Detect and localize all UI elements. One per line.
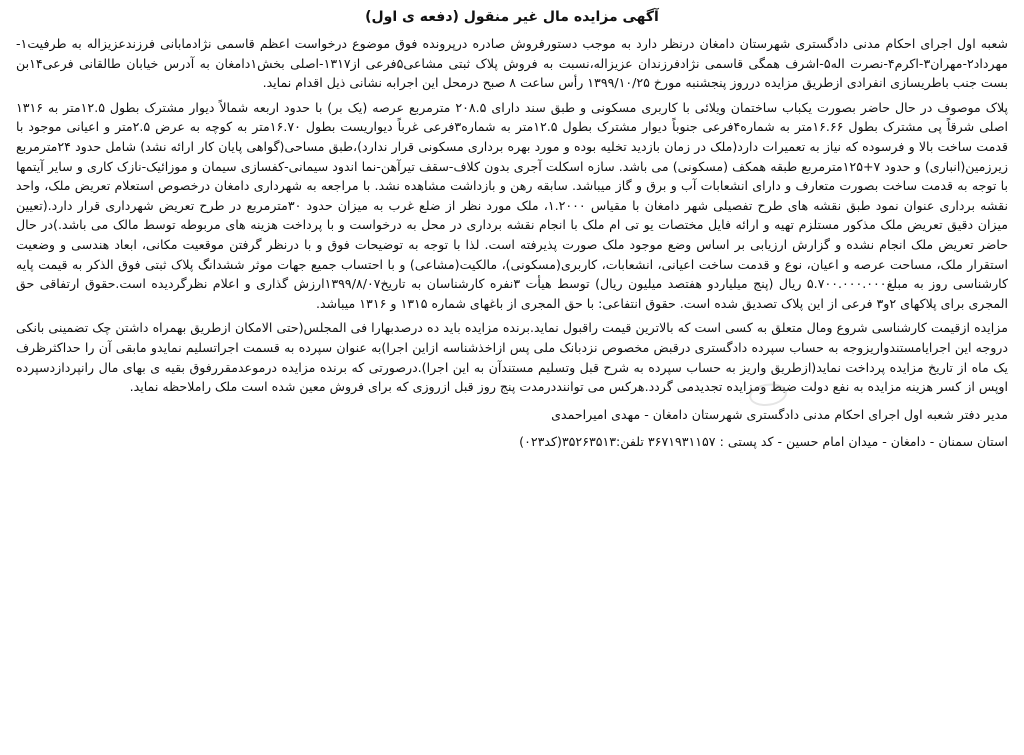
notice-paragraph-3: مزایده ازقیمت کارشناسی شروع ومال متعلق به کسی است که بالاترین قیمت راقبول نماید.برنده مزایده باید ده درصدبهارا فی المجلس(حتی الامکان ازطریق بهمراه داشتن چک تضمینی بانکی دروجه این اجرایامستندواریزوجه به حساب سپرده دادگستری درقبض مخصوص نزدبانک ملی پس ازاخذشناسه ازاین اجرا)به عنوان سپرده به قسمت اجراتسلیم نمایدو مابقی آن را حداکثرظرف یک ماه از تاریخ مزایده پرداخت نماید(ازطریق واریز به حساب سپرده به شرح قبل وتسلیم مستندآن به این اجرا).درصورتی که برنده مزایده درموعدمقررفوق بقیه ی بهای مال رانپردازدسپرده اوپس از کسر هزینه مزایده به نفع دولت ضبط ومزایده تجدیدمی گردد.هرکس می تواننددرمدت پنج روز قبل ازروزی که برای فروش معین شده است ملک راملاحظه نماید. bbox=[16, 320, 1008, 395]
notice-paragraph-2: پلاک موصوف در حال حاضر بصورت یکباب ساختمان ویلائی با کاربری مسکونی و طبق سند دارای ۲۰۸.۵ مترمربع عرصه (یک بر) با حدود اربعه شمالاً دیوار مشترک بطول ۱۲.۵متر به ۱۳۱۶ اصلی شرقاً پی مشترک بطول ۱۶.۶۶متر به شماره۴فرعی جنوباً دیوار مشترک بطول ۱۲.۵متر به شماره۳فرعی غرباً دیواریست بطول ۱۶.۷۰متر به کوچه به عرض ۲.۵متر و اعیانی موجود با قدمت ساخت بالا و فرسوده که نیاز به تعمیرات دارد(ملک در زمان بازدید تخلیه بوده و مورد بهره برداری مسکونی قرار ندارد)،طبق مساحی(گواهی پایان کار ارائه نشد) شامل حدود ۲۴مترمربع زیرزمین(انباری) و حدود ۷+۱۲۵مترمربع طبقه همکف (مسکونی) می باشد. سازه اسکلت آجری بدون کلاف-سقف تیرآهن-نما اندود سیمانی-کفسازی سیمان و موزائیک-نازک کاری و سایر آیتمها با توجه به قدمت ساخت بصورت متعارف و دارای انشعابات آب و برق و گاز میباشد. سابقه رهن و بازداشت مشاهده نشد. با مراجعه به شهرداری دامغان درخصوص استعلام تعریض ملک، واحد نقشه برداری عنوان نمود طبق نقشه های طرح تفصیلی شهر دامغان با مقیاس ۱.۲۰۰۰، ملک مورد نظر از ضلع غرب به میزان حدود ۳۰مترمربع در طرح تعریض شهرداری قرار دارد.(تعیین میزان دقیق تعریض ملک مذکور مستلزم تهیه و ارائه فایل مختصات یو تی ام ملک با انجام نقشه برداری در محل به درخواست و با پرداخت هزینه های مربوطه توسط مالک می باشد.)در حال حاضر تعریض ملک انجام نشده و گزارش ارزیابی بر اساس وضع موجود ملک صورت پذیرفته است. لذا با توجه به توضیحات فوق و با درنظر گرفتن موقعیت مکانی، ابعاد هندسی و وضعیت استقرار ملک، مساحت عرصه و اعیان، نوع و قدمت ساخت اعیانی، انشعابات، کاربری(مسکونی)، مالکیت(مشاعی) و با احتساب جمیع جهات موثر ششدانگ پلاک ثبتی فوق الذکر به قیمت پایه کارشناسی روز به مبلغ۵.۷۰۰.۰۰۰.۰۰۰ ریال (پنج میلیاردو هفتصد میلیون ریال) توسط هیأت ۳نفره کارشناسان به تاریخ۱۳۹۹/۸/۰۷ارزش گذاری و اعلام نظرگردیده است.حقوق ارتفاقی حق المجری برای پلاکهای ۲و۳ فرعی از این پلاک تصدیق شده است. حقوق انتفاعی: با حق المجری از باغهای شماره ۱۳۱۵ و ۱۳۱۶ میباشد. bbox=[16, 99, 1009, 311]
notice-address: استان سمنان - دامغان - میدان امام حسین - کد پستی : ۳۶۷۱۹۳۱۱۵۷ تلفن:۳۵۲۶۳۵۱۳(کد۰۲۳) bbox=[519, 434, 1008, 450]
notice-signature: مدیر دفتر شعبه اول اجرای احکام مدنی دادگستری شهرستان دامغان - مهدی امیراحمدی bbox=[551, 406, 1008, 422]
notice-paragraph-1: شعبه اول اجرای احکام مدنی دادگستری شهرستان دامغان درنظر دارد به موجب دستورفروش صادره درپرونده فوق موضوع درخواست اعظم قاسمی نژادمابانی فرزندعزیزاله به طرفیت۱-مهرداد۲-مهران۳-اکرم۴-نصرت اله۵-اشرف همگی قاسمی نژادفرزندان عزیزاله،نسبت به فروش پلاک ثبتی مشاعی۵فرعی از۱۳۱۷-اصلی بخش۱دامغان به آدرس خیابان طالقانی فرعی۱۴بن بست جنب باطریسازی انفرادی ازطریق مزایده درروز پنجشنبه مورخ ۱۳۹۹/۱۰/۲۵ رأس ساعت ۸ صبح درمحل این اجرابه نشانی ذیل اقدام نماید. bbox=[16, 36, 1008, 91]
notice-title: آگهی مزایده مال غیر منقول (دفعه ی اول) bbox=[365, 9, 659, 25]
